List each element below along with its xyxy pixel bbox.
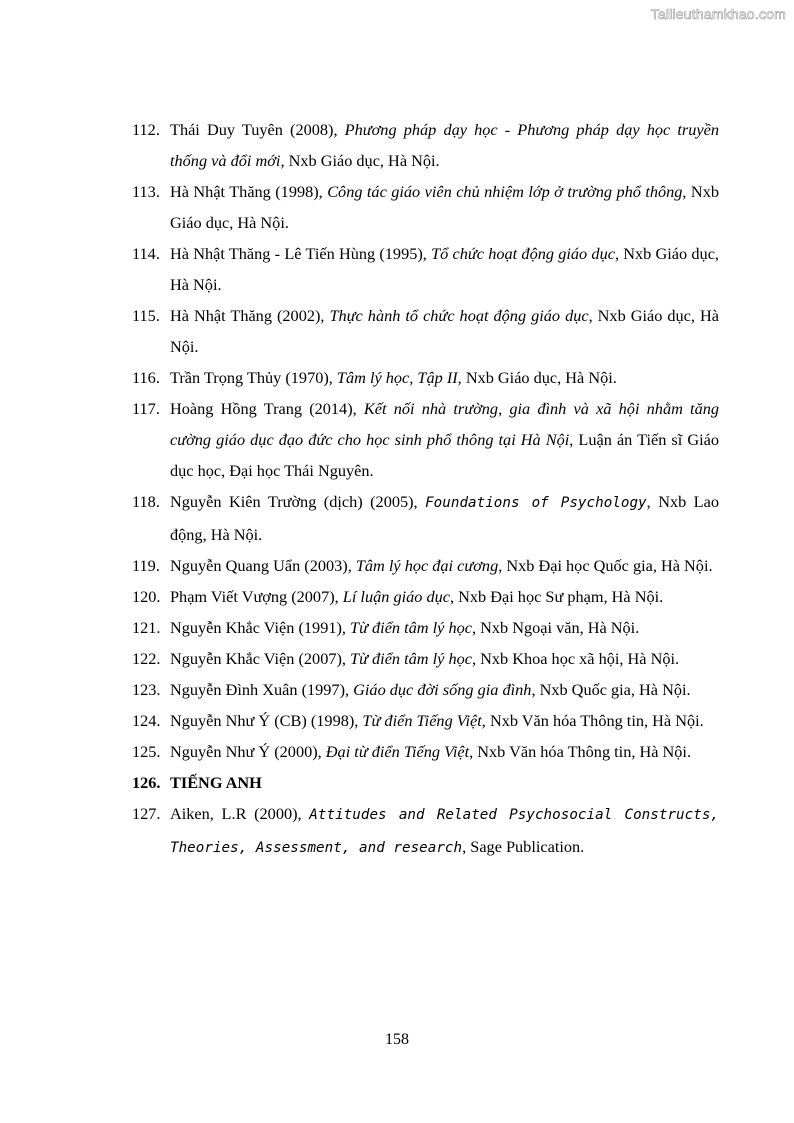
reference-title: Lí luận giáo dục (342, 587, 450, 606)
reference-title: Foundations of Psychology (425, 495, 647, 511)
reference-item (132, 114, 719, 176)
reference-item (132, 736, 719, 767)
reference-publisher: , Nxb Giáo dục, Hà Nội. (170, 306, 719, 356)
reference-title: Từ điển tâm lý học (350, 649, 472, 668)
reference-publisher: , Luận án Tiến sĩ Giáo dục học, Đại học Thái Nguyên. (170, 430, 720, 480)
reference-number: 126. (132, 773, 161, 792)
reference-item (132, 393, 719, 486)
reference-title: Tổ chức hoạt động giáo dục (431, 244, 615, 263)
reference-number: 123. (132, 680, 161, 699)
reference-author: Hà Nhật Thăng - Lê Tiến Hùng (1995), (170, 244, 432, 263)
reference-item (132, 550, 719, 581)
reference-publisher: , Nxb Văn hóa Thông tin, Hà Nội. (481, 711, 704, 730)
reference-author: Thái Duy Tuyên (2008), (170, 120, 345, 139)
reference-publisher: , Nxb Giáo dục, Hà Nội. (170, 244, 719, 294)
reference-publisher: Nxb Giáo dục, Hà Nội. (284, 151, 440, 170)
reference-title: Attitudes and Related Psychosocial Constructs, Theories, Assessment, and research (170, 807, 720, 856)
reference-item (132, 362, 719, 393)
reference-number: 125. (132, 742, 161, 761)
reference-publisher: , Nxb Văn hóa Thông tin, Hà Nội. (469, 742, 692, 761)
reference-number: 116. (132, 368, 160, 387)
reference-number: 117. (132, 399, 160, 418)
page-number: 158 (385, 1031, 409, 1048)
reference-publisher: , Nxb Khoa học xã hội, Hà Nội. (471, 649, 680, 668)
reference-number: 119. (132, 556, 160, 575)
reference-number: 122. (132, 649, 161, 668)
reference-title: Giáo dục đời sống gia đình (353, 680, 532, 699)
reference-author: Hoàng Hồng Trang (2014), (170, 399, 364, 418)
reference-number: 118. (132, 492, 160, 511)
reference-publisher: , Nxb Ngoại văn, Hà Nội. (471, 618, 640, 637)
reference-title: Thực hành tổ chức hoạt động giáo dục (329, 306, 589, 325)
reference-number: 113. (132, 182, 160, 201)
reference-item (132, 486, 719, 550)
reference-title: Từ điển tâm lý học (350, 618, 472, 637)
reference-publisher: , Nxb Giáo dục, Hà Nội. (457, 368, 617, 387)
reference-number: 121. (132, 618, 161, 637)
reference-item (132, 612, 719, 643)
reference-publisher: , Nxb Giáo dục, Hà Nội. (170, 182, 719, 232)
reference-item (132, 798, 719, 864)
reference-author: Nguyễn Quang Uẩn (2003), (170, 556, 356, 575)
reference-number: 115. (132, 306, 160, 325)
reference-number: 114. (132, 244, 160, 263)
reference-number: 120. (132, 587, 161, 606)
reference-number: 124. (132, 711, 161, 730)
reference-item (132, 238, 719, 300)
reference-author: Nguyễn Như Ý (2000), (170, 742, 326, 761)
reference-number: 112. (132, 120, 160, 139)
reference-item (132, 176, 719, 238)
reference-title: Tâm lý học, Tập II (336, 368, 458, 387)
reference-author: Nguyễn Khắc Viện (2007), (170, 649, 351, 668)
reference-title: Kết nối nhà trường, gia đình và xã hội nhằm tăng cường giáo dục đạo đức cho học sinh phổ thông tại Hà Nội (170, 399, 720, 449)
section-heading (132, 767, 719, 798)
reference-title: Phương pháp dạy học - Phương pháp dạy học truyền thống và đổi mới, (170, 120, 719, 170)
reference-title: Công tác giáo viên chủ nhiệm lớp ở trường phổ thông (327, 182, 683, 201)
reference-item (132, 300, 719, 362)
reference-publisher: , Nxb Lao động, Hà Nội. (170, 492, 719, 544)
reference-publisher: , Sage Publication. (462, 837, 585, 856)
reference-author: Nguyễn Kiên Trường (dịch) (2005), (170, 492, 426, 511)
reference-list (132, 114, 719, 864)
reference-author: Aiken, L.R (2000), (170, 804, 310, 823)
reference-publisher: , Nxb Quốc gia, Hà Nội. (531, 680, 691, 699)
reference-item (132, 674, 719, 705)
reference-author: Phạm Viết Vượng (2007), (170, 587, 343, 606)
reference-number: 127. (132, 804, 161, 823)
reference-title: Đại từ điển Tiếng Việt (325, 742, 470, 761)
reference-item (132, 643, 719, 674)
reference-publisher: , Nxb Đại học Quốc gia, Hà Nội. (498, 556, 713, 575)
reference-author: Hà Nhật Thăng (2002), (170, 306, 330, 325)
reference-publisher: , Nxb Đại học Sư phạm, Hà Nội. (449, 587, 664, 606)
reference-author: Nguyễn Khắc Viện (1991), (170, 618, 351, 637)
reference-title: Tâm lý học đại cương (355, 556, 499, 575)
reference-item (132, 705, 719, 736)
reference-title: Từ điển Tiếng Việt (362, 711, 482, 730)
section-heading-label: TIẾNG ANH (170, 773, 262, 792)
reference-author: Nguyễn Đình Xuân (1997), (170, 680, 354, 699)
reference-author: Nguyễn Như Ý (CB) (1998), (170, 711, 363, 730)
reference-item (132, 581, 719, 612)
reference-author: Trần Trọng Thủy (1970), (170, 368, 337, 387)
watermark: Tailieuthamkhao.com (650, 6, 786, 22)
reference-author: Hà Nhật Thăng (1998), (170, 182, 328, 201)
